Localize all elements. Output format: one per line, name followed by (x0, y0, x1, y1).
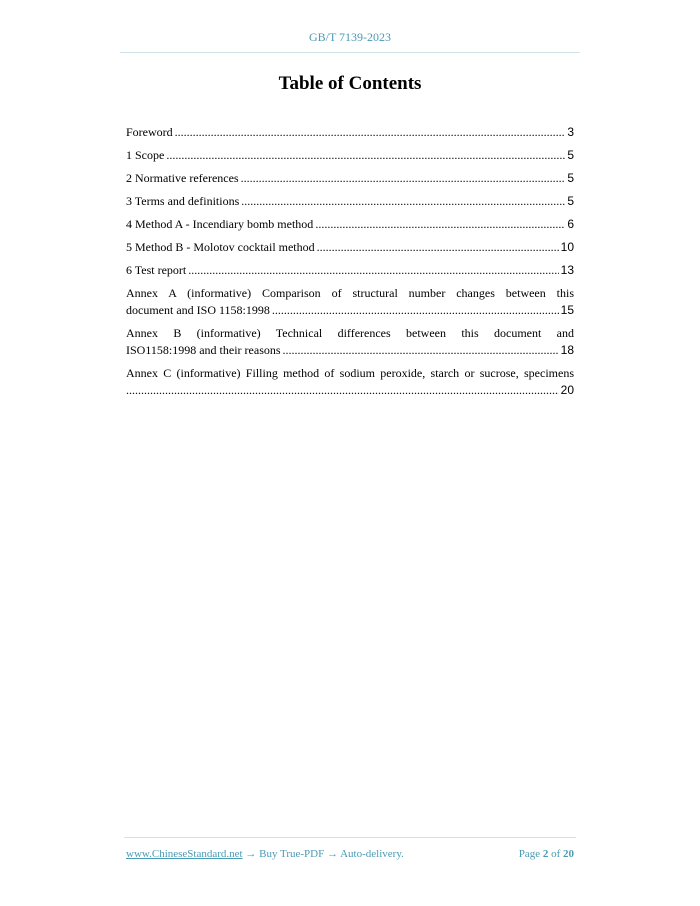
toc-entry-page: 20 (560, 383, 574, 397)
toc-leader-dots (317, 239, 559, 256)
toc-leader-dots (175, 124, 566, 141)
toc-entry-annex-c[interactable] (126, 365, 574, 399)
toc-entry-method-b[interactable] (126, 239, 574, 256)
toc-leader-dots (166, 147, 565, 164)
toc-entry-page: 15 (560, 303, 574, 317)
page-total: 20 (563, 848, 574, 860)
toc-entry-label-line1: Annex C (informative) Filling method of sodium peroxide, starch or sucrose, specimens (126, 366, 574, 380)
toc-leader-dots (126, 382, 559, 399)
header-divider (120, 52, 580, 53)
document-code-header: GB/T 7139-2023 (308, 30, 392, 44)
toc-leader-dots (315, 216, 565, 233)
toc-entry-page: 6 (567, 217, 574, 231)
toc-entry-label-line2: ISO1158:1998 and their reasons (126, 343, 281, 357)
footer-divider (124, 837, 576, 838)
toc-entry-method-a[interactable] (126, 216, 574, 233)
toc-entry-terms-definitions[interactable] (126, 193, 574, 210)
page-title: Table of Contents (278, 73, 422, 94)
toc-entry-test-report[interactable] (126, 262, 574, 279)
toc-entry-label: Foreword (126, 125, 173, 139)
toc-entry-page: 13 (560, 263, 574, 277)
toc-entry-annex-a[interactable] (126, 285, 574, 319)
page-indicator (519, 848, 574, 860)
toc-entry-label: 2 Normative references (126, 171, 239, 185)
toc-entry-label: 4 Method A - Incendiary bomb method (126, 217, 314, 231)
toc-leader-dots (188, 262, 558, 279)
toc-entry-page: 10 (560, 240, 574, 254)
page-current: 2 (542, 848, 549, 860)
toc-leader-dots (283, 342, 559, 359)
toc-entry-label: 3 Terms and definitions (126, 194, 240, 208)
toc-leader-dots (272, 302, 559, 319)
toc-entry-normative-references[interactable] (126, 170, 574, 187)
toc-leader-dots (241, 170, 566, 187)
page-prefix: Page (518, 848, 541, 860)
footer-promo (126, 848, 404, 860)
page-footer (126, 848, 574, 860)
toc-entry-annex-b[interactable] (126, 325, 574, 359)
site-link[interactable]: www.ChineseStandard.net (126, 848, 243, 860)
toc-entry-label: 1 Scope (126, 148, 165, 162)
toc-entry-label-line2: document and ISO 1158:1998 (126, 303, 270, 317)
toc-entry-label-line1: Annex B (informative) Technical differences between this document and (126, 326, 574, 340)
footer-tagline: → Buy True-PDF → Auto-delivery. (242, 848, 404, 860)
table-of-contents (126, 124, 574, 405)
toc-entry-page: 18 (560, 343, 574, 357)
toc-entry-label-line1: Annex A (informative) Comparison of structural number changes between this (126, 286, 574, 300)
toc-entry-scope[interactable] (126, 147, 574, 164)
toc-entry-page: 5 (567, 171, 574, 185)
toc-entry-foreword[interactable] (126, 124, 574, 141)
toc-entry-page: 5 (567, 194, 574, 208)
toc-leader-dots (241, 193, 565, 210)
toc-entry-label: 5 Method B - Molotov cocktail method (126, 240, 315, 254)
toc-entry-page: 3 (567, 125, 574, 139)
toc-entry-label: 6 Test report (126, 263, 187, 277)
toc-entry-page: 5 (567, 148, 574, 162)
page-of: of (551, 848, 561, 860)
